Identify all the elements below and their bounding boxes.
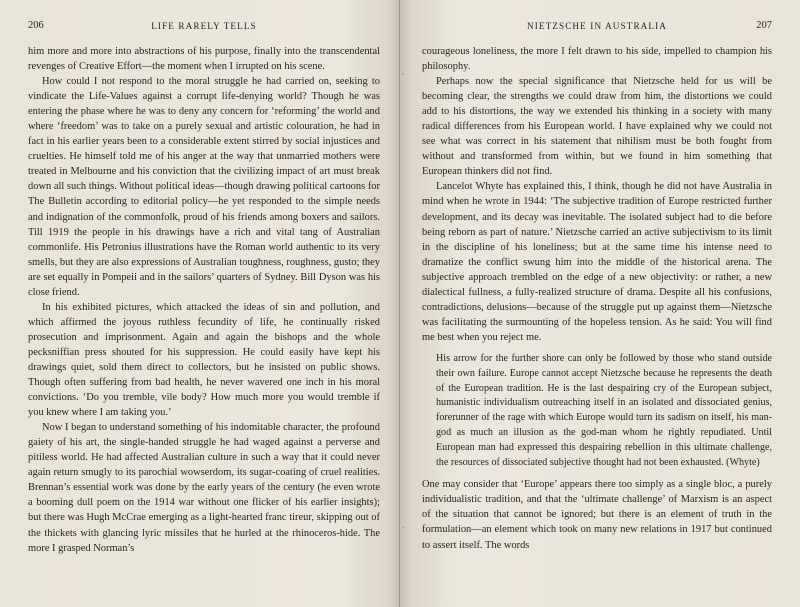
page-number: 206 (28, 20, 44, 31)
paragraph: In his exhibited pictures, which attacked the ideas of sin and pollution, and which affirmed the joyous ruthless fecundity of life, he continually risked prosecution and imprisonment. Again and again the bishops and the whole pecksniffian press shouted for his suppression. He could easily have kept his drawings quiet, sold them direct to collectors, but he insisted on public shows. Though often suffering from bad health, he never wavered one inch in his moral convictions. ‘Do you tremble, vile body? How much more you would tremble if you knew where I am taking you.’ (28, 301, 380, 419)
block-quote: His arrow for the further shore can only be followed by those who stand outside their own failure. Europe cannot accept Nietzsche because he represents the death of the European tradition. He is the last despairing cry of the European subject, humanistic individualism outreaching itself in an isolated and dissociated genius, forerunner of the rage with which Europe would turn its sadism on itself, his man-god as much an illusion as the god-man whom he rightly repudiated. Until European man had expressed this despairing rebellion in this ultimate challenge, the resources of dissociated subjective thought had not been exhausted. (Whyte) (436, 352, 772, 468)
paragraph: him more and more into abstractions of his purpose, finally into the transcendental revenges of Creative Effort—the moment when I irrupted on his scene. (28, 46, 380, 73)
paragraph: One may consider that ‘Europe’ appears there too simply as a single bloc, a purely individualistic tradition, and that the ‘ultimate challenge’ of Marxism is an aspect of the situation that cannot be ignored; but there is an element of truth in the formulation—an element which took on many new relations in 1917 but continued to assert itself. The words (422, 479, 772, 551)
paragraph: Now I began to understand something of his indomitable character, the profound gaiety of his art, the single-handed struggle he had waged against a perverse and pitiless world. He had affected Australian culture in such a way that it could never again return smugly to its parochial wowserdom, its sugar-coating of cruel realities. Brennan’s essential work was done by the early years of the century (he even wrote a booming dull poem on the 1914 war without one flicker of his earlier insights); but there was Hugh McCrae emerging as a light-hearted franc tireur, skipping out of the thickets with glancing lyric missiles that he hurled at the rhinoceros-hide. The more I grasped Norman’s (28, 422, 380, 554)
left-page-body (28, 44, 380, 556)
right-page-body (422, 44, 772, 553)
right-page (400, 0, 800, 607)
running-head: NIETZSCHE IN AUSTRALIA (526, 21, 668, 31)
paragraph: courageous loneliness, the more I felt drawn to his side, impelled to champion his philosophy. (422, 46, 772, 73)
margin-mark: . (402, 520, 405, 531)
page-number: 207 (756, 20, 772, 31)
margin-mark: ' (402, 72, 404, 83)
paragraph: Perhaps now the special significance that Nietzsche held for us will be becoming clear, the strengths we could draw from him, the distortions we could add to his distortions, the way we extended his thinking in a society with many radical differences from his European world. I have explained why we could not see what was correct in his statement that nihilism must be both fought from without and transformed from within, but we found in him something that European thinkers did not find. (422, 76, 772, 178)
running-head: LIFE RARELY TELLS (151, 21, 257, 31)
paragraph: Lancelot Whyte has explained this, I think, though he did not have Australia in mind when he wrote in 1944: ‘The subjective tradition of Europe restricted further development, and its decay was inevitable. The isolated subject had to die before being reborn as part of nature.’ Nietzsche carried an active subjectivism to its limit in the discipline of his loneliness; but at the same time his intense need to dramatize the conflict swung him into the middle of the historical arena. The subjective approach trembled on the edge of a new objectivity: or rather, a new dialectical fullness, a fully-realized structure of drama. Despite all his confusions, contradictions, delusions—because of the struggle put up against them—Nietzsche was facilitating the surmounting of the hopeless tension. As he said: You will find me best when you reject me. (422, 181, 772, 343)
paragraph: How could I not respond to the moral struggle he had carried on, seeking to vindicate the Life-Values against a corrupt life-denying world? Though he was entering the phase where he was to deny any concern for ‘reforming’ the world and where ‘freedom’ was to take on a purely sexual and artistic colouration, he had in fact in his earlier years been to a considerable extent stirred by social injustices and cruelties. He himself told me of his anger at the way that unmarried mothers were treated in Melbourne and his conviction that the civilizing impact of art must break down all such things. Without political ideas—though drawing political cartoons for The Bulletin according to editorial policy—he yet responded to the simple needs and indignation of the commonfolk, proud of his friends among boxers and sailors. Till 1919 the people in his drawings have a rich and vital tang of Australian commonlife. His Petronius illustrations have the Roman world authentic to its very smells, but they are also expressions of Australian toughness, roughness, gusto; they are set equally in Pompeii and in the sailors’ quarters of Sydney. Bill Dyson was his close friend. (28, 76, 380, 298)
